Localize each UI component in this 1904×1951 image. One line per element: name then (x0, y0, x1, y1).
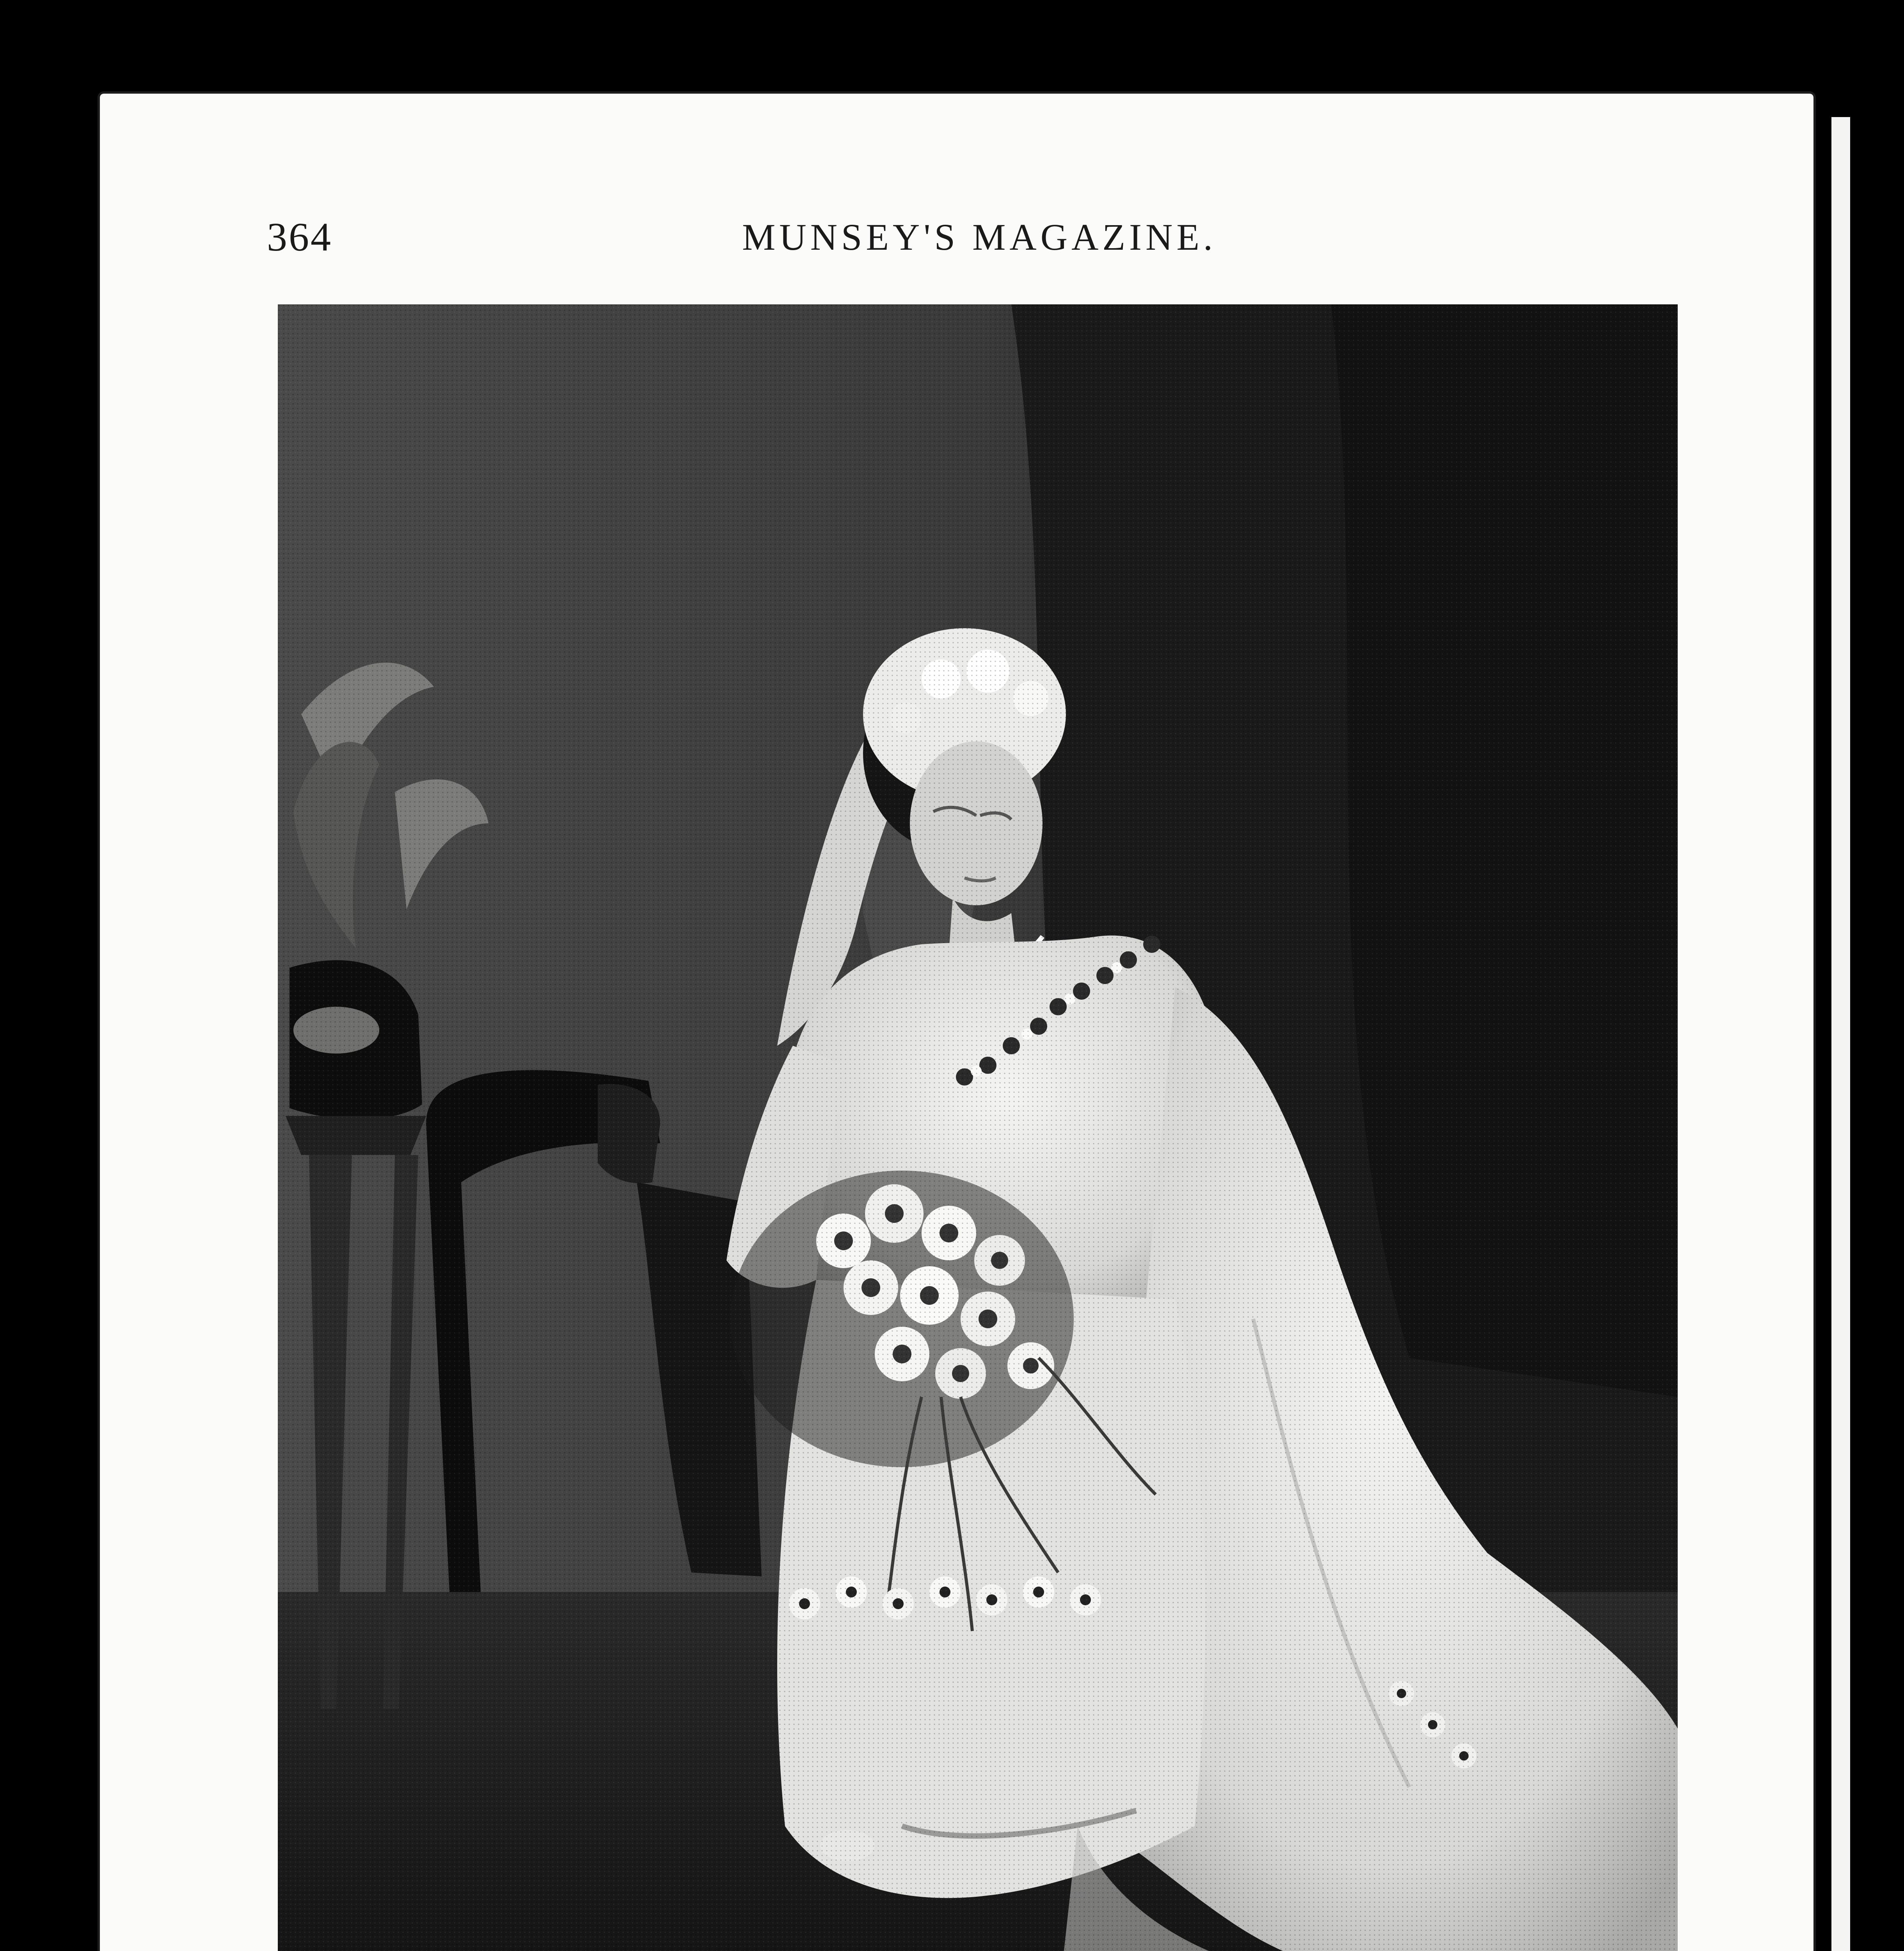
running-head: MUNSEY'S MAGAZINE. (742, 216, 1217, 258)
portrait-photograph (278, 304, 1678, 1951)
facing-page-edge (1823, 117, 1850, 1951)
page-number: 364 (267, 215, 332, 259)
